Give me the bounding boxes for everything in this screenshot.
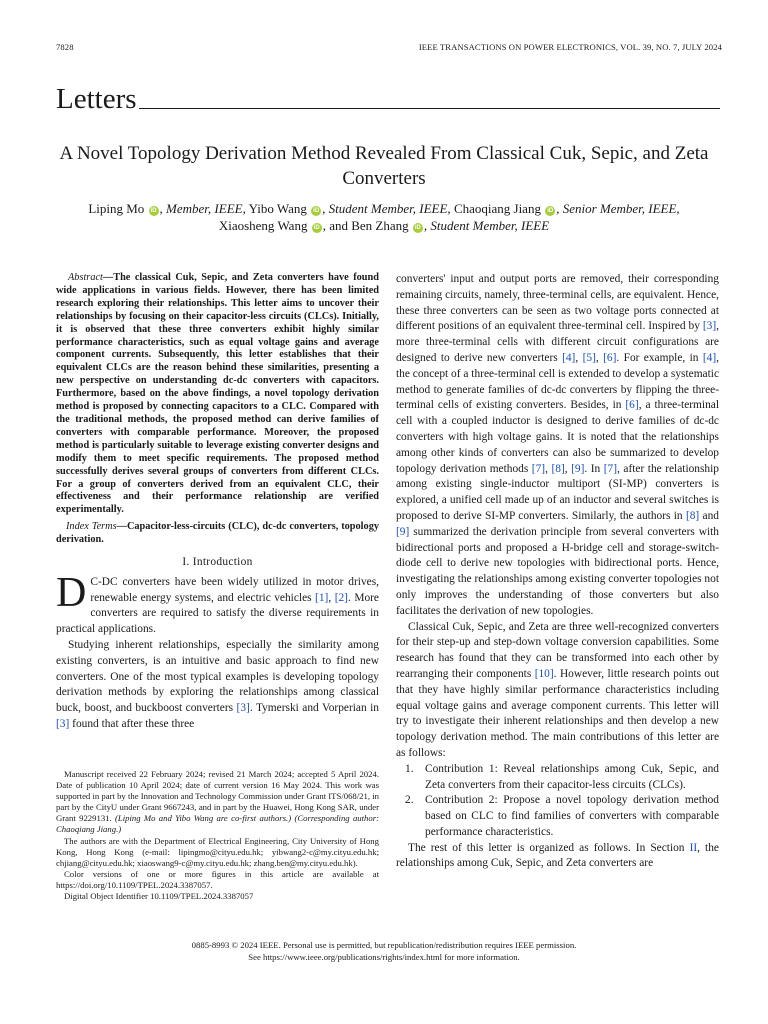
author-affiliation: , Member, IEEE, — [159, 201, 246, 216]
right-column — [396, 272, 719, 872]
citation-link[interactable]: [8] — [685, 509, 700, 522]
author-name: Yibo Wang — [245, 201, 307, 216]
citation-link[interactable]: [1] — [315, 591, 329, 604]
section-label: Letters — [56, 83, 137, 115]
rights-link-line: See https://www.ieee.org/publications/rights/index.html for more information. — [248, 951, 520, 962]
abstract — [56, 272, 379, 517]
author-name: Chaoqiang Jiang — [450, 201, 541, 216]
section-link[interactable]: II — [689, 841, 698, 854]
citation-link[interactable]: [5] — [582, 351, 596, 364]
author-affiliation: , Senior Member, IEEE, — [556, 201, 680, 216]
abstract-text: —The classical Cuk, Sepic, and Zeta converters have found wide applications in various fields. However, there has been limited research exploring their relationships. This letter aims to uncover their relationships by focusing on their capacitor-less circuits (CLCs). Initially, it is observed that these three converters exhibit highly similar performance characteristics, such as equal voltage gains and average component currents. Subsequently, this letter establishes that their equivalent CLCs are the reason behind these similarities, presenting a new perspective on understanding dc-dc converters with capacitors. Furthermore, based on the above findings, a novel topology derivation method is proposed by connecting capacitors to a CLC. Compared with the traditional methods, the proposed method can derive families of converters with comparable performance. Moreover, the proposed method is particularly suitable to leverage existing converter designs and modify them to meet specific requirements. The proposed method successfully derives several groups of converters from different CLCs. For a group of converters derived from an equivalent CLC, their effectiveness and their performance relationship are verified experimentally. — [56, 272, 379, 516]
citation-link[interactable]: [9] — [396, 525, 410, 538]
author-affiliation: , Student Member, IEEE — [423, 218, 550, 233]
author-name: Xiaosheng Wang — [218, 218, 308, 233]
citation-link[interactable]: [4] — [562, 351, 576, 364]
list-item: 2. Contribution 2: Propose a novel topology derivation method based on CLC to find families of converters with comparable performance characteristics. — [405, 794, 719, 838]
body-paragraph: Studying inherent relationships, especially the similarity among existing converters, is an intuitive and basic approach to find new converters. One of the most typical examples is developing topology derivation methods by exploring the relationships among classical buck, boost, and buckboost converters [3]. Tymerski and Vorperian in [3] found that after these three — [56, 639, 379, 730]
footnote-color: Color versions of one or more figures in this article are available at https://doi.org/10.1109/TPEL.2024.3387057. — [56, 868, 379, 890]
body-paragraph: The rest of this letter is organized as follows. In Section II, the relationships among Cuk, Sepic, and Zeta converters are — [396, 841, 719, 870]
list-number: 1. — [405, 762, 414, 775]
author-affiliation: , Student Member, IEEE, — [322, 201, 451, 216]
running-header: IEEE TRANSACTIONS ON POWER ELECTRONICS, VOL. 39, NO. 7, JULY 2024 — [418, 42, 722, 52]
section-rule — [139, 108, 720, 109]
list-number: 2. — [405, 794, 414, 807]
body-paragraph: converters' input and output ports are removed, their corresponding remaining circuits, namely, three-terminal cells, are equivalent. Hence, these three converters can be seen as two voltage ports connected at different positions of an equivalent three-terminal cell. Inspired by [3], more three-terminal cells with different circuit configurations are designed to derive new converters [4], [5], [6]. For example, in [4], the concept of a three-terminal cell is extended to develop a systematic method to generate families of dc-dc converters by flipping the three-terminal cells of existing converters. Besides, in [6], a three-terminal cell with a coupled inductor is designed to derive families of dc-dc converters with high voltage gains. It is noted that the relationships among other kinds of converters can also be summarized to develop topology derivation methods [7], [8], [9]. In [7], after the relationship among existing single-inductor multiport (SI-MP) converters is explored, a unified cell made up of an inductor and several switches is proposed to derive SI-MP converters. Similarly, the authors in [8] and [9] summarized the derivation principle from several converters with bidirectional ports and proposed a H-bridge cell and storage-switch-diode cell to derive new topologies with bidirectional ports. Hence, investigating the relationships among existing converter topologies not only improves the understanding of those converters but also facilitates the derivation of new topologies. — [396, 273, 719, 617]
index-terms — [56, 521, 379, 547]
citation-link[interactable]: [3] — [702, 320, 717, 333]
orcid-icon[interactable]: iD — [414, 225, 421, 231]
orcid-icon[interactable]: iD — [313, 208, 320, 214]
citation-link[interactable]: [4] — [702, 351, 717, 364]
footnotes — [56, 769, 379, 902]
orcid-icon[interactable]: iD — [313, 225, 320, 231]
author-name: Liping Mo — [88, 201, 145, 216]
contribution-list — [396, 762, 719, 841]
citation-link[interactable]: [6] — [625, 399, 639, 412]
copyright-line: 0885-8993 © 2024 IEEE. Personal use is permitted, but republication/redistribution requires IEEE permission. — [191, 940, 577, 950]
citation-link[interactable]: [7] — [531, 462, 546, 475]
author-list — [40, 200, 728, 234]
paper-title: A Novel Topology Derivation Method Revealed From Classical Cuk, Sepic, and Zeta Converters — [59, 143, 709, 189]
author-name: , and Ben Zhang — [322, 218, 409, 233]
citation-link[interactable]: [6] — [603, 351, 617, 364]
footnote-doi: Digital Object Identifier 10.1109/TPEL.2024.3387057 — [64, 891, 254, 902]
section-banner — [56, 74, 720, 114]
index-terms-label: Index Terms — [66, 521, 117, 533]
copyright-footer — [40, 940, 728, 963]
list-item: 1. Contribution 1: Reveal relationships among Cuk, Sepic, and Zeta converters from their capacitor-less circuits (CLCs). — [405, 762, 719, 791]
orcid-icon[interactable]: iD — [150, 208, 157, 214]
citation-link[interactable]: [9] — [571, 462, 585, 475]
intro-paragraph: D C-DC converters have been widely utilized in motor drives, renewable energy systems, and electric vehicles [1], [2]. More converters are required to satisfy the diverse requirements in practical applications. — [56, 569, 379, 636]
citation-link[interactable]: [3] — [236, 702, 250, 715]
index-terms-text: —Capacitor-less-circuits (CLC), dc-dc converters, topology derivation. — [56, 521, 379, 546]
page-number: 7828 — [56, 42, 74, 52]
citation-link[interactable]: [8] — [551, 462, 565, 475]
section-heading: I. Introduction — [182, 556, 253, 569]
body-paragraph: Classical Cuk, Sepic, and Zeta are three well-recognized converters for their step-up and step-down voltage conversion capabilities. Some research has found that they can be transformed into each other by rearranging their components [10]. However, little research points out that they have highly similar performance characteristics including equal voltage gains and average component currents. This letter will try to investigate their inherent relationships and then develop a new topology derivation method. The main contributions of this letter are as follows: — [396, 620, 719, 759]
citation-link[interactable]: [2] — [334, 591, 348, 604]
citation-link[interactable]: [10] — [534, 667, 554, 680]
footnote-manuscript: Manuscript received 22 February 2024; revised 21 March 2024; accepted 5 April 2024. Date of publication 10 April 2024; date of current version 16 May 2024. This work was supported in part by the Innovation and Technology Commission under Grant ITS/068/21, in part by the CityU under Grant 9667243, and in part by the Huawei, Hong Kong SAR, under Grant 9229131. (Liping Mo and Yibo Wang are co-first authors.) (Corresponding author: Chaoqiang Jiang.) — [56, 769, 380, 835]
citation-link[interactable]: [7] — [603, 462, 618, 475]
abstract-label: Abstract — [68, 272, 103, 283]
drop-cap: D — [56, 569, 87, 616]
left-column — [56, 272, 379, 733]
orcid-icon[interactable]: iD — [547, 208, 554, 214]
citation-link[interactable]: [3] — [56, 718, 70, 730]
footnote-affiliation: The authors are with the Department of Electrical Engineering, City University of Hong Kong, Hong Kong (e-mail: lipingmo@cityu.edu.hk; yibwang2-c@my.cityu.edu.hk; chjiang@cityu.edu.hk; xiaoswang9-c@my.cityu.edu.hk; zhang.ben@my.cityu.edu.hk). — [56, 835, 379, 868]
